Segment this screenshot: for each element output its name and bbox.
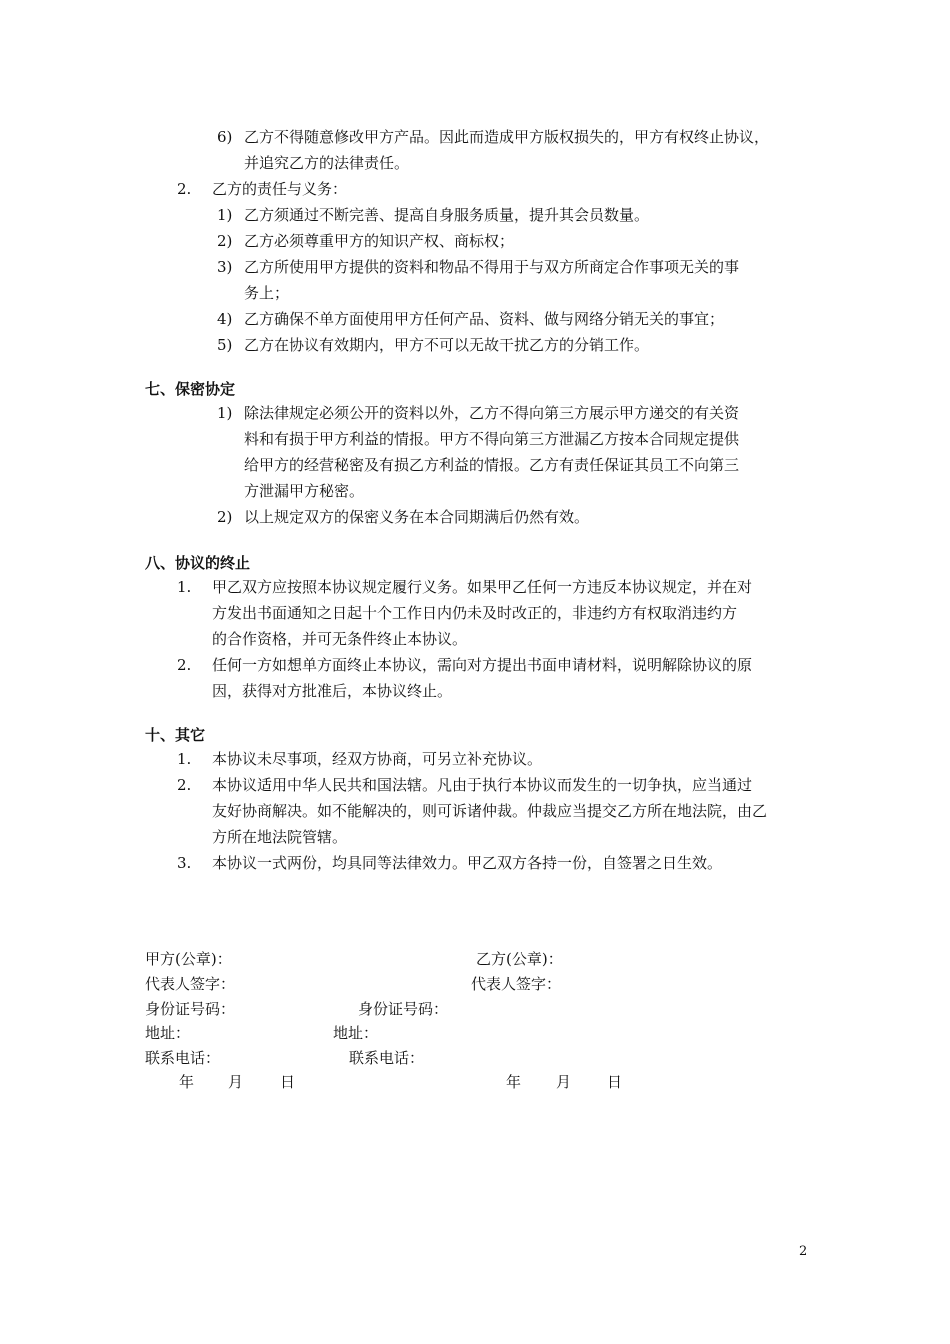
- page-number: 2: [799, 1244, 808, 1259]
- item-number: 5): [217, 336, 233, 354]
- item-number: 1.: [177, 578, 192, 596]
- party-a-date-month: 月: [228, 1073, 244, 1091]
- party-b-seal-label: 乙方(公章)：: [476, 950, 563, 968]
- clause-text: 乙方的责任与义务：: [212, 180, 348, 198]
- item-number: 6): [217, 128, 233, 146]
- party-b-id-label: 身份证号码：: [358, 1000, 449, 1018]
- clause-text: 料和有损于甲方利益的情报。甲方不得向第三方泄漏乙方按本合同规定提供: [244, 430, 740, 448]
- party-a-address-label: 地址：: [145, 1024, 191, 1042]
- clause-text: 方泄漏甲方秘密。: [244, 482, 365, 500]
- item-number: 2): [217, 232, 233, 250]
- party-b-rep-label: 代表人签字：: [471, 975, 562, 993]
- clause-text: 本协议一式两份，均具同等法律效力。甲乙双方各持一份，自签署之日生效。: [212, 854, 723, 872]
- section-heading: 八、协议的终止: [145, 554, 251, 572]
- clause-text: 给甲方的经营秘密及有损乙方利益的情报。乙方有责任保证其员工不向第三: [244, 456, 740, 474]
- party-b-date-year: 年: [506, 1073, 522, 1091]
- section-heading: 七、保密协定: [145, 380, 236, 398]
- clause-text: 乙方所使用甲方提供的资料和物品不得用于与双方所商定合作事项无关的事: [244, 258, 740, 276]
- item-number: 1.: [177, 750, 192, 768]
- item-number: 2.: [177, 180, 192, 198]
- party-a-id-label: 身份证号码：: [145, 1000, 236, 1018]
- section-heading: 十、其它: [145, 726, 206, 744]
- item-number: 4): [217, 310, 233, 328]
- clause-text: 因，获得对方批准后，本协议终止。: [212, 682, 453, 700]
- party-a-rep-label: 代表人签字：: [145, 975, 236, 993]
- item-number: 1): [217, 404, 233, 422]
- clause-text: 乙方不得随意修改甲方产品。因此而造成甲方版权损失的，甲方有权终止协议，: [244, 128, 770, 146]
- clause-text: 甲乙双方应按照本协议规定履行义务。如果甲乙任何一方违反本协议规定，并在对: [212, 578, 753, 596]
- clause-text: 方所在地法院管辖。: [212, 828, 348, 846]
- clause-text: 乙方须通过不断完善、提高自身服务质量，提升其会员数量。: [244, 206, 650, 224]
- item-number: 3): [217, 258, 233, 276]
- item-number: 2): [217, 508, 233, 526]
- clause-text: 乙方必须尊重甲方的知识产权、商标权；: [244, 232, 515, 250]
- clause-text: 任何一方如想单方面终止本协议，需向对方提出书面申请材料，说明解除协议的原: [212, 656, 753, 674]
- clause-text: 本协议未尽事项，经双方协商，可另立补充协议。: [212, 750, 543, 768]
- clause-text: 以上规定双方的保密义务在本合同期满后仍然有效。: [244, 508, 590, 526]
- clause-text: 除法律规定必须公开的资料以外，乙方不得向第三方展示甲方递交的有关资: [244, 404, 740, 422]
- party-a-phone-label: 联系电话：: [145, 1049, 221, 1067]
- party-a-date-day: 日: [280, 1073, 296, 1091]
- party-b-date-month: 月: [556, 1073, 572, 1091]
- item-number: 2.: [177, 776, 192, 794]
- item-number: 2.: [177, 656, 192, 674]
- clause-text: 乙方在协议有效期内，甲方不可以无故干扰乙方的分销工作。: [244, 336, 650, 354]
- item-number: 3.: [177, 854, 192, 872]
- clause-text: 务上；: [244, 284, 290, 302]
- clause-text: 友好协商解决。如不能解决的，则可诉诸仲裁。仲裁应当提交乙方所在地法院，由乙: [212, 802, 768, 820]
- party-b-date-day: 日: [607, 1073, 623, 1091]
- clause-text: 的合作资格，并可无条件终止本协议。: [212, 630, 468, 648]
- clause-text: 方发出书面通知之日起十个工作日内仍未及时改正的，非违约方有权取消违约方: [212, 604, 738, 622]
- party-a-seal-label: 甲方(公章)：: [145, 950, 232, 968]
- party-b-address-label: 地址：: [333, 1024, 379, 1042]
- party-b-phone-label: 联系电话：: [349, 1049, 425, 1067]
- party-a-date-year: 年: [179, 1073, 195, 1091]
- clause-text: 乙方确保不单方面使用甲方任何产品、资料、做与网络分销无关的事宜；: [244, 310, 725, 328]
- clause-text: 本协议适用中华人民共和国法辖。凡由于执行本协议而发生的一切争执，应当通过: [212, 776, 753, 794]
- item-number: 1): [217, 206, 233, 224]
- clause-text: 并追究乙方的法律责任。: [244, 154, 410, 172]
